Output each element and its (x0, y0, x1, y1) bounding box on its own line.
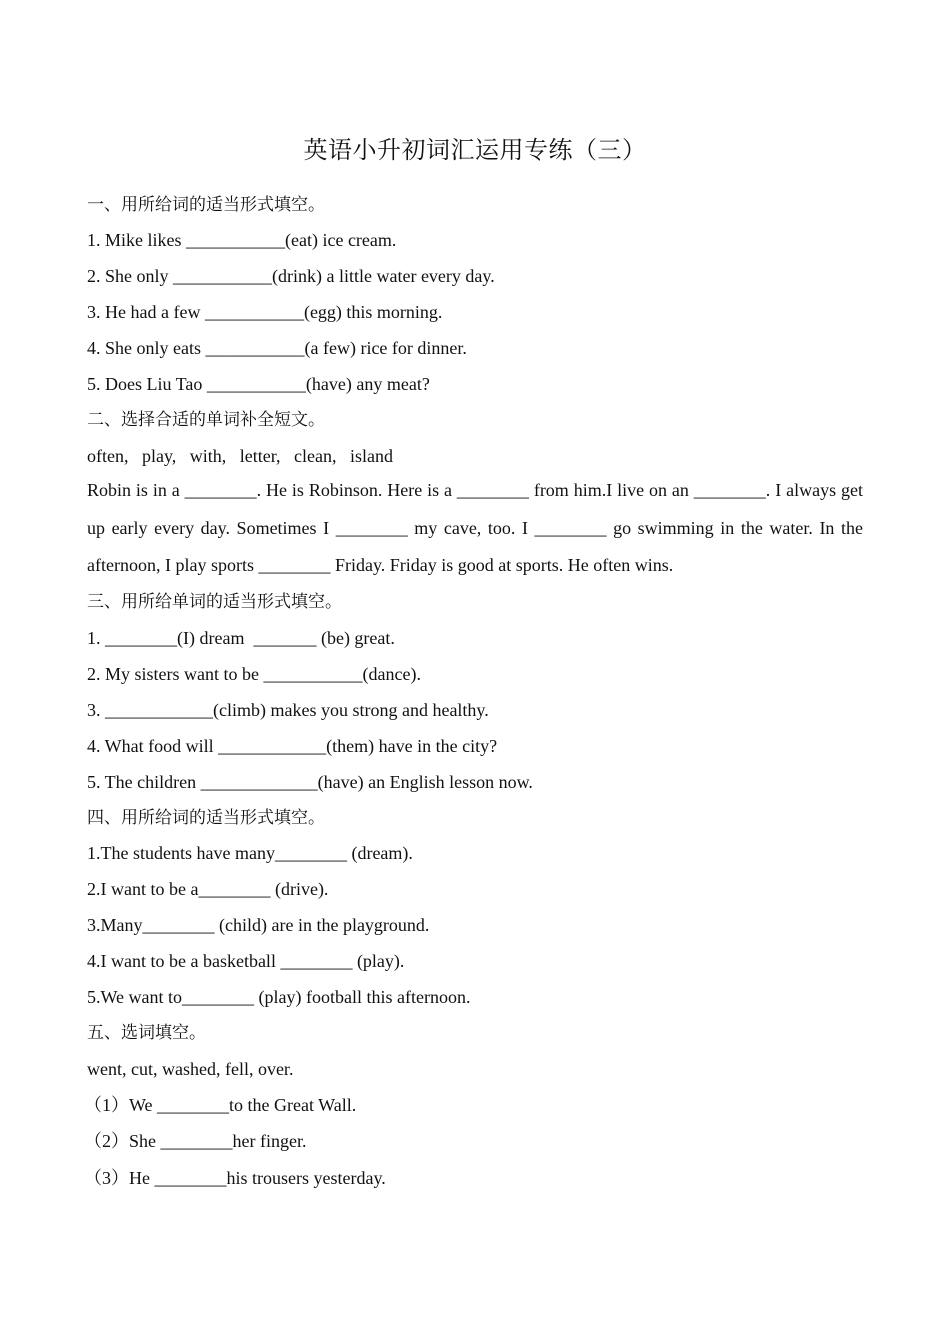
s5-question-3: （3）He ________his trousers yesterday. (84, 1168, 386, 1188)
section-3-heading: 三、用所给单词的适当形式填空。 (87, 592, 342, 612)
s2-word-bank: often, play, with, letter, clean, island (87, 446, 394, 466)
s4-question-3: 3.Many________ (child) are in the playground. (87, 915, 430, 935)
s4-question-5: 5.We want to________ (play) football this afternoon. (87, 987, 471, 1007)
section-4-heading: 四、用所给词的适当形式填空。 (87, 808, 325, 828)
page-title: 英语小升初词汇运用专练（三） (303, 136, 647, 164)
s3-question-2: 2. My sisters want to be ___________(dance). (87, 664, 421, 684)
s5-question-1: （1）We ________to the Great Wall. (84, 1095, 357, 1115)
s3-question-5: 5. The children _____________(have) an English lesson now. (87, 772, 533, 792)
s3-question-3: 3. ____________(climb) makes you strong and healthy. (87, 700, 489, 720)
s3-question-1: 1. ________(I) dream _______ (be) great. (87, 628, 395, 648)
s1-question-1: 1. Mike likes ___________(eat) ice cream. (87, 230, 397, 250)
s1-question-2: 2. She only ___________(drink) a little water every day. (87, 266, 495, 286)
s2-passage: Robin is in a ________. He is Robinson. Here is a ________ from him.I live on an ________. I always get up early every day. Sometimes I ________ my cave, too. I ________ go swimming in the water. In the afternoon, I play sports ________ Friday. Friday is good at sports. He often wins. (87, 480, 863, 575)
s1-question-5: 5. Does Liu Tao ___________(have) any meat? (87, 374, 430, 394)
section-5-heading: 五、选词填空。 (87, 1023, 206, 1043)
section-1-heading: 一、用所给词的适当形式填空。 (87, 195, 325, 215)
s5-question-2: （2）She ________her finger. (84, 1131, 307, 1151)
section-2-heading: 二、选择合适的单词补全短文。 (87, 410, 325, 430)
s1-question-3: 3. He had a few ___________(egg) this morning. (87, 302, 443, 322)
s3-question-4: 4. What food will ____________(them) have in the city? (87, 736, 498, 756)
s4-question-1: 1.The students have many________ (dream). (87, 843, 413, 863)
s1-question-4: 4. She only eats ___________(a few) rice for dinner. (87, 338, 467, 358)
s4-question-4: 4.I want to be a basketball ________ (play). (87, 951, 405, 971)
s5-word-bank: went, cut, washed, fell, over. (87, 1059, 294, 1079)
s4-question-2: 2.I want to be a________ (drive). (87, 879, 329, 899)
